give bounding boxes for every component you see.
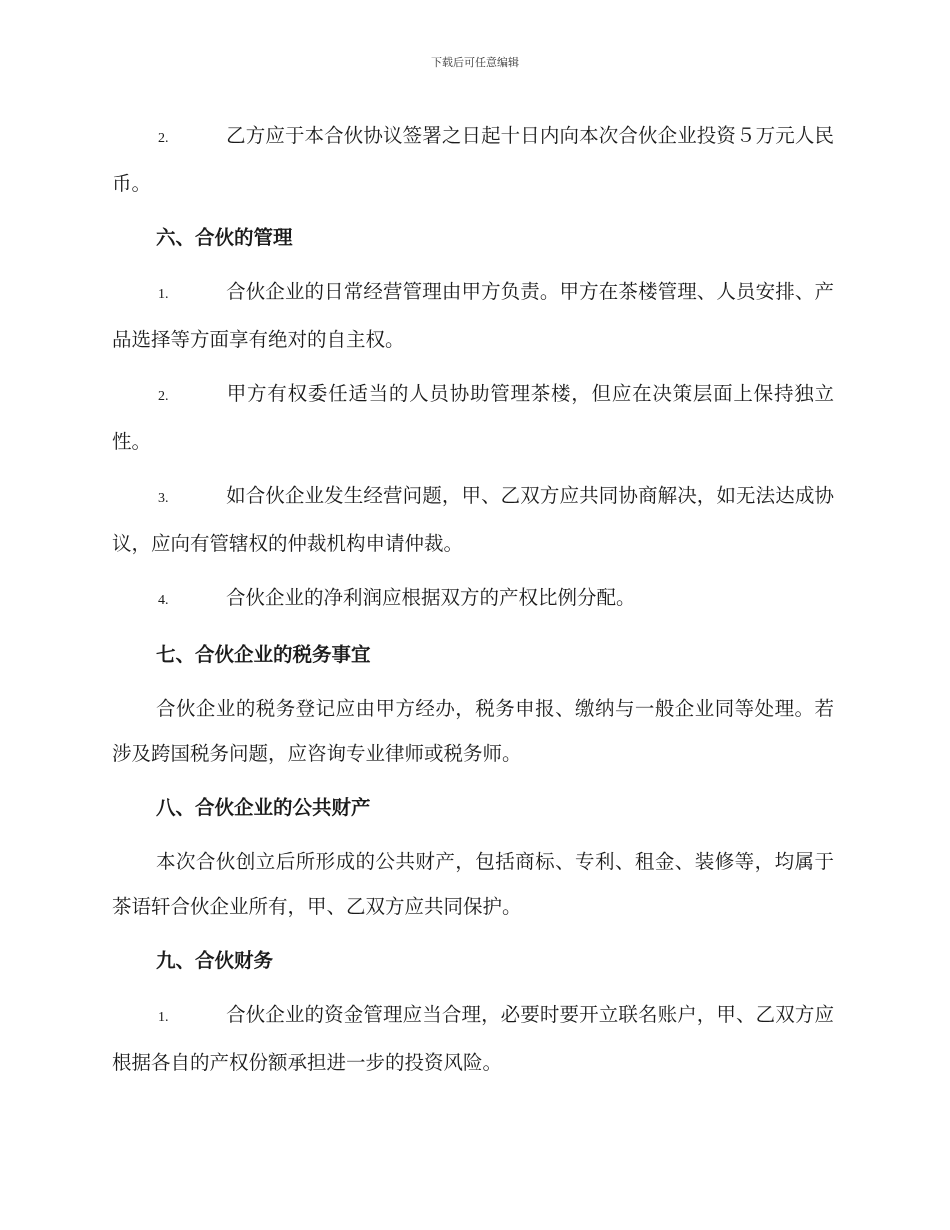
clause-item	[112, 992, 834, 1085]
clause-item	[112, 269, 834, 362]
document-body	[112, 113, 834, 1094]
clause-number: 1.	[158, 1010, 169, 1025]
clause-item	[112, 575, 834, 623]
clause-text: 甲方有权委任适当的人员协助管理茶楼，但应在决策层面上保持独立性。	[112, 382, 834, 453]
section-heading-6: 六、合伙的管理	[156, 226, 293, 249]
clause-number: 3.	[158, 491, 169, 506]
clause-item	[112, 473, 834, 566]
clause-number: 2.	[158, 131, 169, 146]
clause-number: 4.	[158, 593, 169, 608]
clause-number: 1.	[158, 287, 169, 302]
clause-item	[112, 113, 834, 206]
section-paragraph: 本次合伙创立后所形成的公共财产，包括商标、专利、租金、装修等，均属于茶语轩合伙企业所有，甲、乙双方应共同保护。	[112, 850, 834, 918]
section-paragraph: 合伙企业的税务登记应由甲方经办，税务申报、缴纳与一般企业同等处理。若涉及跨国税务问题，应咨询专业律师或税务师。	[112, 697, 834, 765]
section-heading-7: 七、合伙企业的税务事宜	[156, 643, 371, 666]
section-heading-9: 九、合伙财务	[156, 949, 274, 972]
section-heading-8: 八、合伙企业的公共财产	[156, 796, 371, 819]
clause-item	[112, 371, 834, 464]
clause-text: 合伙企业的日常经营管理由甲方负责。甲方在茶楼管理、人员安排、产品选择等方面享有绝对的自主权。	[112, 280, 834, 351]
clause-text: 乙方应于本合伙协议签署之日起十日内向本次合伙企业投资５万元人民币。	[112, 124, 834, 195]
clause-text: 合伙企业的净利润应根据双方的产权比例分配。	[226, 586, 636, 609]
clause-number: 2.	[158, 389, 169, 404]
clause-text: 如合伙企业发生经营问题，甲、乙双方应共同协商解决，如无法达成协议，应向有管辖权的仲裁机构申请仲裁。	[112, 484, 834, 555]
header-note: 下载后可任意编辑	[431, 56, 519, 69]
clause-text: 合伙企业的资金管理应当合理，必要时要开立联名账户，甲、乙双方应根据各自的产权份额承担进一步的投资风险。	[112, 1003, 834, 1074]
